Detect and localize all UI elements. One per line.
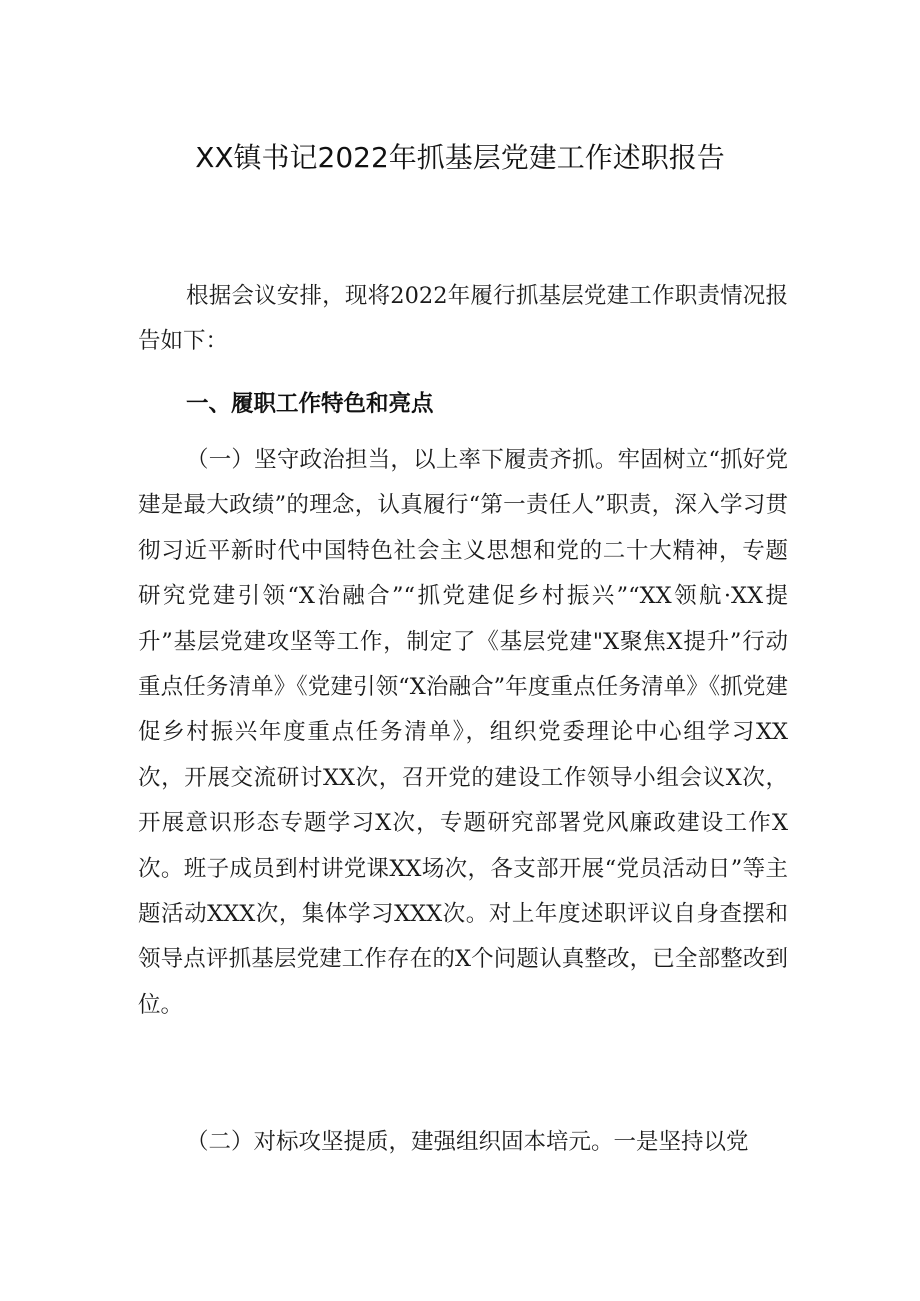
section-heading: 一、履职工作特色和亮点 bbox=[186, 391, 434, 417]
intro-paragraph: 根据会议安排，现将2022年履行抓基层党建工作职责情况报告如下： bbox=[138, 283, 788, 355]
body-paragraph-2: （二）对标攻坚提质，建强组织固本培元。一是坚持以党 bbox=[186, 1129, 749, 1155]
body-paragraph-1: （一）坚守政治担当，以上率下履责齐抓。牢固树立“抓好党建是最大政绩”的理念，认真履行“第一责任人”职责，深入学习贯彻习近平新时代中国特色社会主义思想和党的二十大精神，专题研究党建引领“X治融合”“抓党建促乡村振兴”“XX领航·XX提升”基层党建攻坚等工作，制定了《基层党建"X聚焦X提升”行动重点任务清单》《党建引领“X治融合”年度重点任务清单》《抓党建促乡村振兴年度重点任务清单》，组织党委理论中心组学习XX次，开展交流研讨XX次，召开党的建设工作领导小组会议X次，开展意识形态专题学习X次，专题研究部署党风廉政建设工作X次。班子成员到村讲党课XX场次，各支部开展“党员活动日”等主题活动XXX次，集体学习XXX次。对上年度述职评议自身查摆和领导点评抓基层党建工作存在的X个问题认真整改，已全部整改到位。 bbox=[138, 447, 788, 1018]
document-title: XX镇书记2022年抓基层党建工作述职报告 bbox=[195, 141, 725, 174]
